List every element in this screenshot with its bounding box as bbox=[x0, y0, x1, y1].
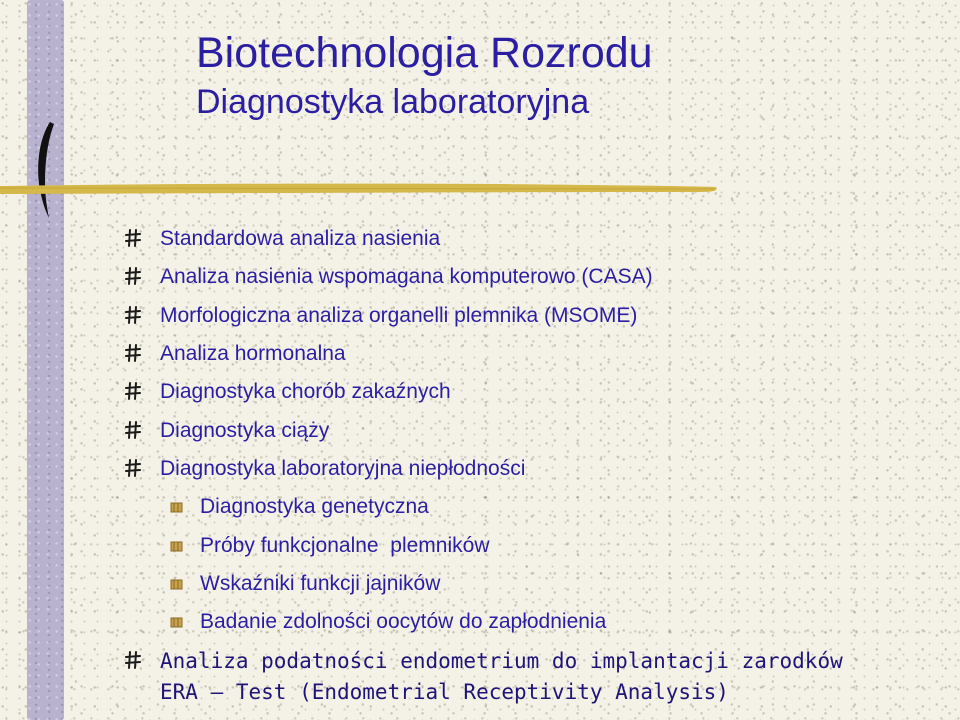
hash-bullet-icon bbox=[125, 382, 141, 400]
hash-bullet-icon bbox=[125, 229, 141, 247]
box-bullet-icon bbox=[170, 539, 184, 553]
list-item-label: Diagnostyka ciąży bbox=[160, 419, 330, 442]
list-item-label: Standardowa analiza nasienia bbox=[160, 227, 441, 250]
sub-list-item-label: Wskaźniki funkcji jajników bbox=[200, 572, 441, 595]
list-item-label: ERA – Test (Endometrial Receptivity Analysis) bbox=[160, 680, 729, 704]
list-item-label: Analiza podatności endometrium do implantacji zarodków bbox=[160, 649, 843, 673]
hash-bullet-icon bbox=[125, 306, 141, 324]
list-item-label: Morfologiczna analiza organelli plemnika (MSOME) bbox=[160, 304, 638, 327]
hash-bullet-icon bbox=[125, 421, 141, 439]
title-main: Biotechnologia Rozrodu bbox=[196, 29, 653, 77]
hash-bullet-icon bbox=[125, 267, 141, 285]
list-item-label: Diagnostyka laboratoryjna niepłodności bbox=[160, 457, 526, 480]
hash-bullet-icon bbox=[125, 459, 141, 477]
sub-list-item-label: Diagnostyka genetyczna bbox=[200, 495, 429, 518]
list-item-label: Diagnostyka chorób zakaźnych bbox=[160, 380, 451, 403]
title-subtitle: Diagnostyka laboratoryjna bbox=[196, 83, 590, 121]
hash-bullet-icon bbox=[125, 651, 141, 669]
hash-bullet-icon bbox=[125, 344, 141, 362]
sub-list-item-label: Badanie zdolności oocytów do zapłodnienia bbox=[200, 610, 607, 633]
list-item-label: Analiza hormonalna bbox=[160, 342, 346, 365]
box-bullet-icon bbox=[170, 577, 184, 591]
sub-list-item-label: Próby funkcjonalne plemników bbox=[200, 534, 490, 557]
box-bullet-icon bbox=[170, 615, 184, 629]
list-item-label: Analiza nasienia wspomagana komputerowo (CASA) bbox=[160, 265, 653, 288]
box-bullet-icon bbox=[170, 500, 184, 514]
